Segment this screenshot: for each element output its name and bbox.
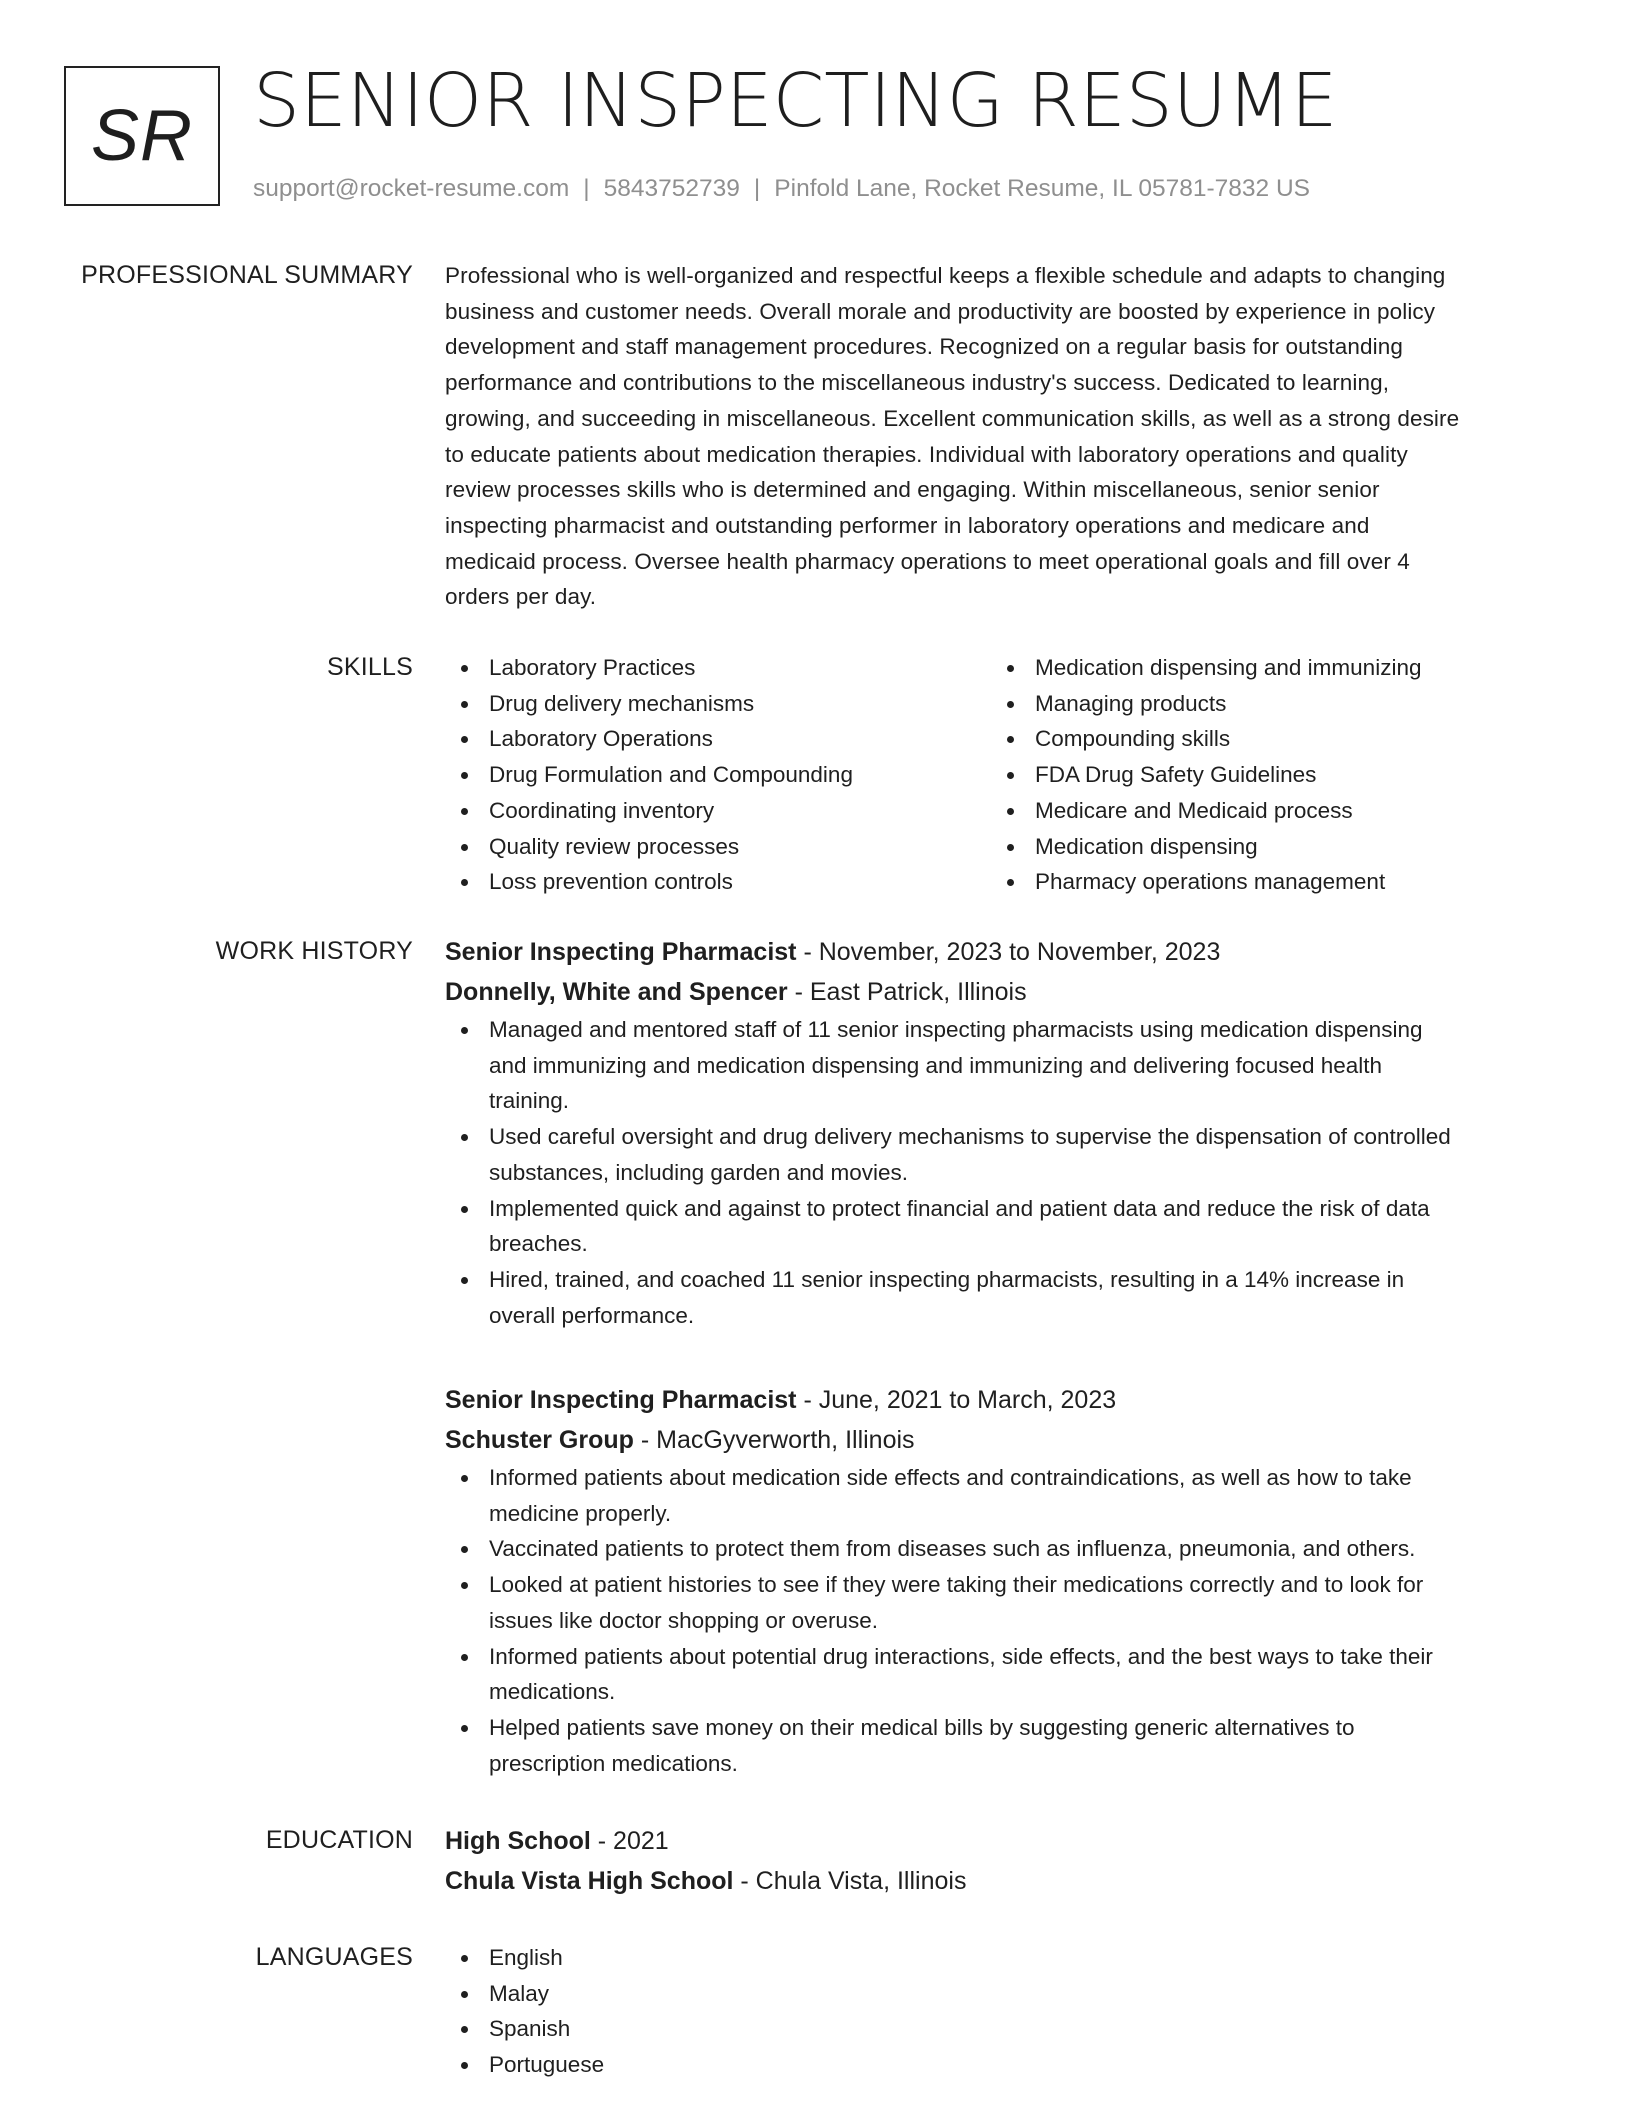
summary-line: orders per day. [445,584,597,610]
education-location: - Chula Vista, Illinois [733,1867,967,1895]
job-bullet: Helped patients save money on their medical bills by suggesting generic alternatives to prescription medications. [445,1710,1555,1781]
summary-line: growing, and succeeding in miscellaneous. Excellent communication skills, as well as a strong desire [445,405,1460,431]
job-bullet: Used careful oversight and drug delivery mechanisms to supervise the dispensation of controlled substances, including garden and movies. [445,1119,1555,1190]
work-history-body-2 [445,1380,1555,1781]
skills-heading: SKILLS [327,653,413,681]
job-bullet: Implemented quick and against to protect financial and patient data and reduce the risk of data breaches. [445,1191,1555,1262]
contact-address: Pinfold Lane, Rocket Resume, IL 05781-7832 US [774,175,1310,202]
job-dates: - November, 2023 to November, 2023 [796,938,1221,966]
summary-heading: PROFESSIONAL SUMMARY [81,261,413,289]
resume-title: SENIOR INSPECTING RESUME [253,58,1338,144]
job-entry [445,1380,1555,1781]
job-title: Senior Inspecting Pharmacist [445,1386,797,1414]
job-bullets [445,1012,1555,1333]
summary-line: to educate patients about medication therapies. Individual with laboratory operations and quality [445,441,1408,467]
summary-line: performance and contributions to the miscellaneous industry's success. Dedicated to learning, [445,370,1390,396]
work-history-body [445,932,1555,1333]
skill-item: Medicare and Medicaid process [991,793,1537,829]
language-item: Portuguese [445,2047,1555,2083]
work-history-heading: WORK HISTORY [215,937,413,965]
job-entry [445,932,1555,1333]
job-dates: - June, 2021 to March, 2023 [796,1386,1117,1414]
summary-line: medicaid process. Oversee health pharmacy operations to meet operational goals and fill over 4 [445,548,1410,574]
skills-list-left [445,650,991,900]
skill-item: Drug delivery mechanisms [445,686,991,722]
job-company: Schuster Group [445,1426,634,1454]
education-heading: EDUCATION [265,1826,413,1854]
contact-separator: | [753,175,761,202]
job-bullet: Hired, trained, and coached 11 senior inspecting pharmacists, resulting in a 14% increase in overall performance. [445,1262,1555,1333]
job-bullet: Looked at patient histories to see if they were taking their medications correctly and to look for issues like doctor shopping or overuse. [445,1567,1555,1638]
skills-list-right [991,650,1537,900]
education-school: Chula Vista High School [445,1867,734,1895]
job-location: - MacGyverworth, Illinois [633,1426,915,1454]
skill-item: Loss prevention controls [445,864,991,900]
skill-item: Medication dispensing and immunizing [991,650,1537,686]
education-body [445,1821,1555,1901]
contact-separator: | [583,175,590,202]
skill-item: Laboratory Operations [445,721,991,757]
job-bullet: Informed patients about potential drug interactions, side effects, and the best ways to take their medications. [445,1639,1555,1710]
languages-body [445,1940,1555,2083]
skill-item: Managing products [991,686,1537,722]
summary-body [445,258,1555,615]
job-bullets [445,1460,1555,1781]
summary-line: development and staff management procedures. Recognized on a regular basis for outstanding [445,334,1403,360]
education-degree: High School [445,1827,591,1855]
monogram-logo: SR [64,66,220,206]
skill-item: Laboratory Practices [445,650,991,686]
education-degree-line [445,1821,1555,1861]
skill-item: FDA Drug Safety Guidelines [991,757,1537,793]
summary-line: business and customer needs. Overall morale and productivity are boosted by experience in policy [445,298,1436,324]
language-item: English [445,1940,1555,1976]
contact-phone[interactable]: 5843752739 [603,175,740,202]
skill-item: Coordinating inventory [445,793,991,829]
skill-item: Compounding skills [991,721,1537,757]
skill-item: Pharmacy operations management [991,864,1537,900]
job-company-line [445,972,1555,1012]
summary-line: review processes skills who is determined and engaging. Within miscellaneous, senior senior [445,477,1380,503]
job-bullet: Informed patients about medication side effects and contraindications, as well as how to take medicine properly. [445,1460,1555,1531]
language-item: Spanish [445,2011,1555,2047]
skill-item: Medication dispensing [991,829,1537,865]
languages-heading: LANGUAGES [255,1943,413,1971]
skills-body [445,650,1555,900]
education-year: - 2021 [590,1827,669,1855]
summary-line: inspecting pharmacist and outstanding performer in laboratory operations and medicare and [445,512,1370,538]
job-bullet: Managed and mentored staff of 11 senior inspecting pharmacists using medication dispensing and immunizing and medication dispensing and immunizing and delivering focused health training. [445,1012,1555,1119]
job-company-line [445,1420,1555,1460]
job-bullet: Vaccinated patients to protect them from diseases such as influenza, pneumonia, and others. [445,1531,1555,1567]
contact-line [253,172,1310,206]
job-title-line [445,1380,1555,1420]
skill-item: Quality review processes [445,829,991,865]
contact-email[interactable]: support@rocket-resume.com [253,175,570,202]
languages-list [445,1940,1555,2083]
job-company: Donnelly, White and Spencer [445,978,788,1006]
summary-text [445,258,1555,615]
language-item: Malay [445,1976,1555,2012]
job-title: Senior Inspecting Pharmacist [445,938,797,966]
skill-item: Drug Formulation and Compounding [445,757,991,793]
education-school-line [445,1861,1555,1901]
job-location: - East Patrick, Illinois [787,978,1027,1006]
summary-line: Professional who is well-organized and respectful keeps a flexible schedule and adapts to changing [445,263,1446,288]
job-title-line [445,932,1555,972]
